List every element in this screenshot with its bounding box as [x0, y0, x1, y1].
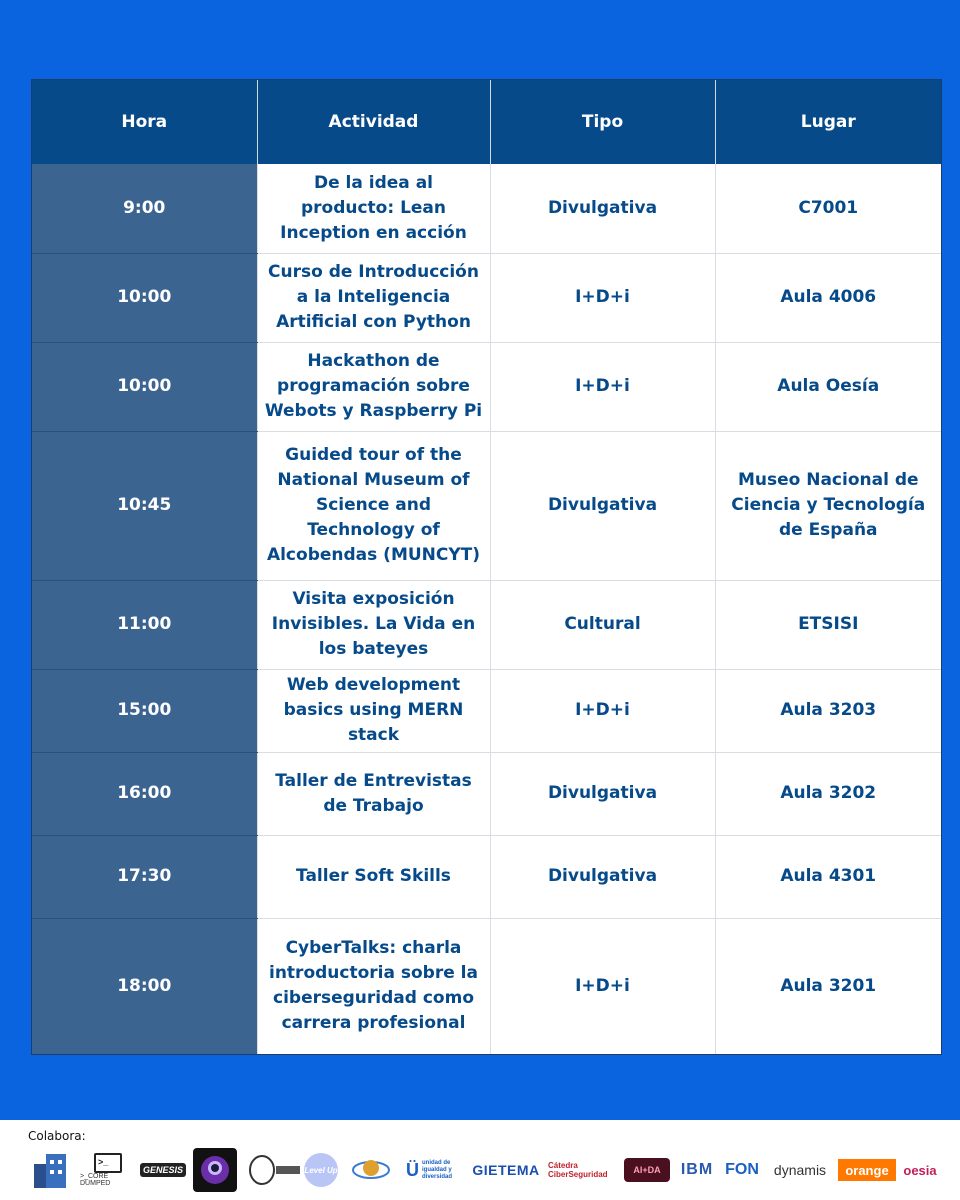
table-row: [32, 752, 941, 835]
actividad-cell: CyberTalks: charla introductoria sobre la ciberseguridad como carrera profesional: [257, 918, 490, 1054]
hora-cell: 16:00: [32, 752, 257, 835]
table-row: [32, 918, 941, 1054]
actividad-cell: Web development basics using MERN stack: [257, 669, 490, 752]
core-dumped-logo: >_ >_CORE DUMPED: [80, 1148, 136, 1192]
lugar-cell: C7001: [715, 164, 941, 253]
max-logo: [244, 1148, 304, 1192]
satellite-logo: [348, 1148, 394, 1192]
lugar-cell: Aula Oesía: [715, 342, 941, 431]
ibm-logo: IBM: [680, 1161, 714, 1178]
tipo-cell: Divulgativa: [490, 164, 715, 253]
tipo-cell: I+D+i: [490, 342, 715, 431]
lugar-cell: Aula 4301: [715, 835, 941, 918]
orange-logo: orange: [838, 1159, 896, 1181]
hora-cell: 10:00: [32, 253, 257, 342]
actividad-cell: Taller Soft Skills: [257, 835, 490, 918]
table-header-row: [32, 80, 941, 164]
aida-logo: AI+DA: [624, 1158, 670, 1182]
header-lugar: Lugar: [715, 80, 941, 164]
tipo-cell: Divulgativa: [490, 431, 715, 580]
table-row: [32, 431, 941, 580]
schedule-table-container: [31, 79, 942, 1055]
unidad-igualdad-logo: Ü unidad de igualdad y diversidad: [406, 1159, 453, 1180]
actividad-cell: Curso de Introducción a la Inteligencia Artificial con Python: [257, 253, 490, 342]
sponsor-logos: [28, 1148, 948, 1192]
building-logo-icon: [28, 1148, 72, 1192]
table-row: [32, 253, 941, 342]
lugar-cell: Aula 3203: [715, 669, 941, 752]
level-up-logo: Level Up: [302, 1148, 340, 1192]
table-row: [32, 342, 941, 431]
table-row: [32, 835, 941, 918]
lugar-cell: ETSISI: [715, 580, 941, 669]
table-row: [32, 164, 941, 253]
terminal-icon: >_: [94, 1153, 122, 1173]
actividad-cell: Taller de Entrevistas de Trabajo: [257, 752, 490, 835]
dynamis-logo: dynamis: [773, 1162, 827, 1178]
hora-cell: 10:45: [32, 431, 257, 580]
tipo-cell: I+D+i: [490, 918, 715, 1054]
genesis-logo: GENESIS: [140, 1148, 186, 1192]
hora-cell: 15:00: [32, 669, 257, 752]
fon-logo: FON: [725, 1161, 759, 1178]
astronaut-logo: [193, 1148, 237, 1192]
hora-cell: 11:00: [32, 580, 257, 669]
table-row: [32, 669, 941, 752]
table-row: [32, 580, 941, 669]
hora-cell: 17:30: [32, 835, 257, 918]
tipo-cell: I+D+i: [490, 253, 715, 342]
catedra-ciberseguridad-logo: Cátedra CiberSeguridad: [548, 1161, 608, 1179]
lugar-cell: Museo Nacional de Ciencia y Tecnología de España: [715, 431, 941, 580]
actividad-cell: De la idea al producto: Lean Inception en acción: [257, 164, 490, 253]
actividad-cell: Visita exposición Invisibles. La Vida en los bateyes: [257, 580, 490, 669]
gietema-logo: GIETEMA: [472, 1162, 540, 1178]
colabora-label: Colabora:: [28, 1129, 86, 1143]
sponsors-footer: [0, 1120, 960, 1200]
u-letter-icon: Ü: [406, 1159, 419, 1180]
tipo-cell: Cultural: [490, 580, 715, 669]
lugar-cell: Aula 3202: [715, 752, 941, 835]
header-hora: Hora: [32, 80, 257, 164]
actividad-cell: Hackathon de programación sobre Webots y Raspberry Pi: [257, 342, 490, 431]
oesia-logo: oesia: [903, 1162, 937, 1178]
actividad-cell: Guided tour of the National Museum of Science and Technology of Alcobendas (MUNCYT): [257, 431, 490, 580]
lugar-cell: Aula 3201: [715, 918, 941, 1054]
header-tipo: Tipo: [490, 80, 715, 164]
hora-cell: 9:00: [32, 164, 257, 253]
schedule-table: [32, 80, 941, 1054]
tipo-cell: Divulgativa: [490, 835, 715, 918]
tipo-cell: Divulgativa: [490, 752, 715, 835]
hora-cell: 10:00: [32, 342, 257, 431]
lugar-cell: Aula 4006: [715, 253, 941, 342]
hora-cell: 18:00: [32, 918, 257, 1054]
header-actividad: Actividad: [257, 80, 490, 164]
tipo-cell: I+D+i: [490, 669, 715, 752]
